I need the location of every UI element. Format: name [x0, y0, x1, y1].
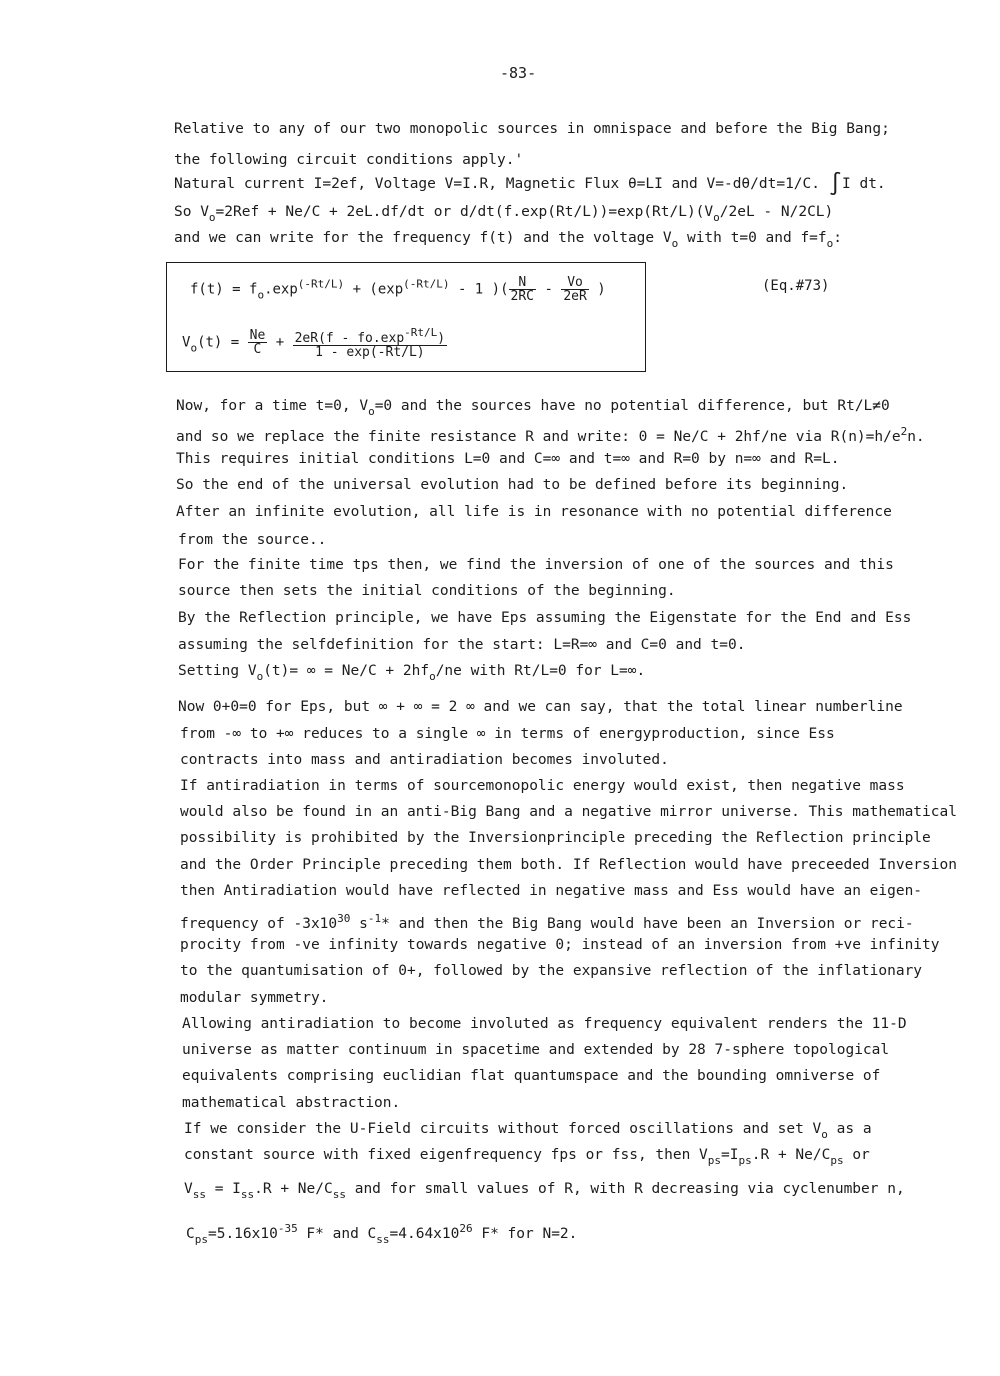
fraction: $\frac{Ne}{C}$	[249, 328, 266, 357]
text-line: Natural current I=2ef, Voltage V=I.R, Magnetic Flux θ=LI and V=-dθ/dt=1/C. ∫I dt.	[174, 172, 886, 197]
text-line: Now, for a time t=0, $V_o=0$ and the sources have no potential difference, but Rt/L≠0	[176, 398, 890, 418]
text-line: For the finite time tps then, we find the inversion of one of the sources and this	[178, 557, 894, 573]
text-line: and so we replace the finite resistance R and write: 0 = Ne/C + 2hf/ne via $R(n)=h/e^2n$.	[176, 425, 925, 445]
integral-symbol: ∫	[828, 172, 842, 197]
text-line: frequency of $-3x10^{30}$ $s^{-1}*$ and then the Big Bang would have been an Inversion or reci-	[180, 912, 914, 932]
text-line: If we consider the U-Field circuits without forced oscillations and set $V_o$ as a	[184, 1121, 872, 1141]
text-line: would also be found in an anti-Big Bang and a negative mirror universe. This mathematical	[180, 804, 957, 820]
text-line: from -∞ to +∞ reduces to a single ∞ in terms of energyproduction, since Ess	[180, 726, 835, 742]
text-line: procity from -ve infinity towards negative 0; instead of an inversion from +ve infinity	[180, 937, 940, 953]
text-line: Setting $V_o(t)=$ ∞ = $Ne/C + 2hf_o/ne$ with Rt/L=0 for L=∞.	[178, 663, 646, 683]
text-line: and we can write for the frequency f(t) and the voltage $V_o$ with t=0 and $f=f_o$:	[174, 230, 842, 250]
equation-v: $V_o(t)$ = $\frac{Ne}{C}$ + $\frac{2eR(f - fo.\exp^{-Rt/L})}{1 - \exp(-Rt/L)}$	[182, 326, 446, 360]
text-line: So the end of the universal evolution had to be defined before its beginning.	[176, 477, 849, 493]
text-line: source then sets the initial conditions of the beginning.	[178, 583, 676, 599]
text-line: the following circuit conditions apply.'	[174, 152, 524, 168]
text-line: and the Order Principle preceding them both. If Reflection would have preceeded Inversion	[180, 857, 957, 873]
text-line: assuming the selfdefinition for the start: L=R=∞ and C=0 and t=0.	[178, 637, 746, 653]
fraction: $\frac{Vo}{2eR}$	[563, 275, 587, 304]
equation-f: $f(t) = f_o.\exp^{(-Rt/L)} + (\exp^{(-Rt/L)} - 1$ )( $\frac{N}{2RC}$ - $\frac{Vo}{2eR}$ )	[190, 275, 606, 304]
text-line: This requires initial conditions L=0 and C=∞ and t=∞ and R=0 by n=∞ and R=L.	[176, 451, 840, 467]
text-line: modular symmetry.	[180, 990, 329, 1006]
text-line: $C_{ps}=5.16x10^{-35}$ F* and $C_{ss}=4.64x10^{26}$ F* for N=2.	[186, 1222, 578, 1246]
text-line: Now 0+0=0 for Eps, but ∞ + ∞ = 2 ∞ and we can say, that the total linear numberline	[178, 699, 903, 715]
text-line: If antiradiation in terms of sourcemonopolic energy would exist, then negative mass	[180, 778, 905, 794]
text-line: from the source..	[178, 532, 327, 548]
text-line: $V_{ss} = I_{ss}.R + Ne/C_{ss}$ and for small values of R, with R decreasing via cyclenumber n,	[184, 1181, 905, 1201]
text-line: then Antiradiation would have reflected in negative mass and Ess would have an eigen-	[180, 883, 923, 899]
text-line: possibility is prohibited by the Inversionprinciple preceding the Reflection principle	[180, 830, 931, 846]
text-line: After an infinite evolution, all life is in resonance with no potential difference	[176, 504, 892, 520]
fraction: $\frac{2eR(f - fo.\exp^{-Rt/L})}{1 - \exp(-Rt/L)}$	[294, 326, 446, 360]
text-line: to the quantumisation of 0+, followed by the expansive reflection of the inflationary	[180, 963, 923, 979]
text-line: mathematical abstraction.	[182, 1095, 401, 1111]
fraction: $\frac{N}{2RC}$	[510, 275, 535, 304]
text-line: universe as matter continuum in spacetime and extended by 28 7-sphere topological	[182, 1042, 890, 1058]
text-line: constant source with fixed eigenfrequency fps or fss, then $V_{ps}=I_{ps}.R + Ne/C_{ps}$ or	[184, 1147, 870, 1167]
text-line: Allowing antiradiation to become involuted as frequency equivalent renders the 11-D	[182, 1016, 907, 1032]
equation-label: (Eq.#73)	[762, 278, 830, 294]
text-line: contracts into mass and antiradiation becomes involuted.	[180, 752, 669, 768]
page-number: -83-	[500, 64, 537, 82]
text-line: By the Reflection principle, we have Eps assuming the Eigenstate for the End and Ess	[178, 610, 912, 626]
text-line: equivalents comprising euclidian flat quantumspace and the bounding omniverse of	[182, 1068, 881, 1084]
text-line: Relative to any of our two monopolic sources in omnispace and before the Big Bang;	[174, 121, 890, 137]
text-line: So $V_o=2Ref + Ne/C + 2eL.df/dt$ or $d/dt(f.\exp(Rt/L))=\exp(Rt/L)(V_o/2eL - N/2CL)$	[174, 204, 834, 224]
